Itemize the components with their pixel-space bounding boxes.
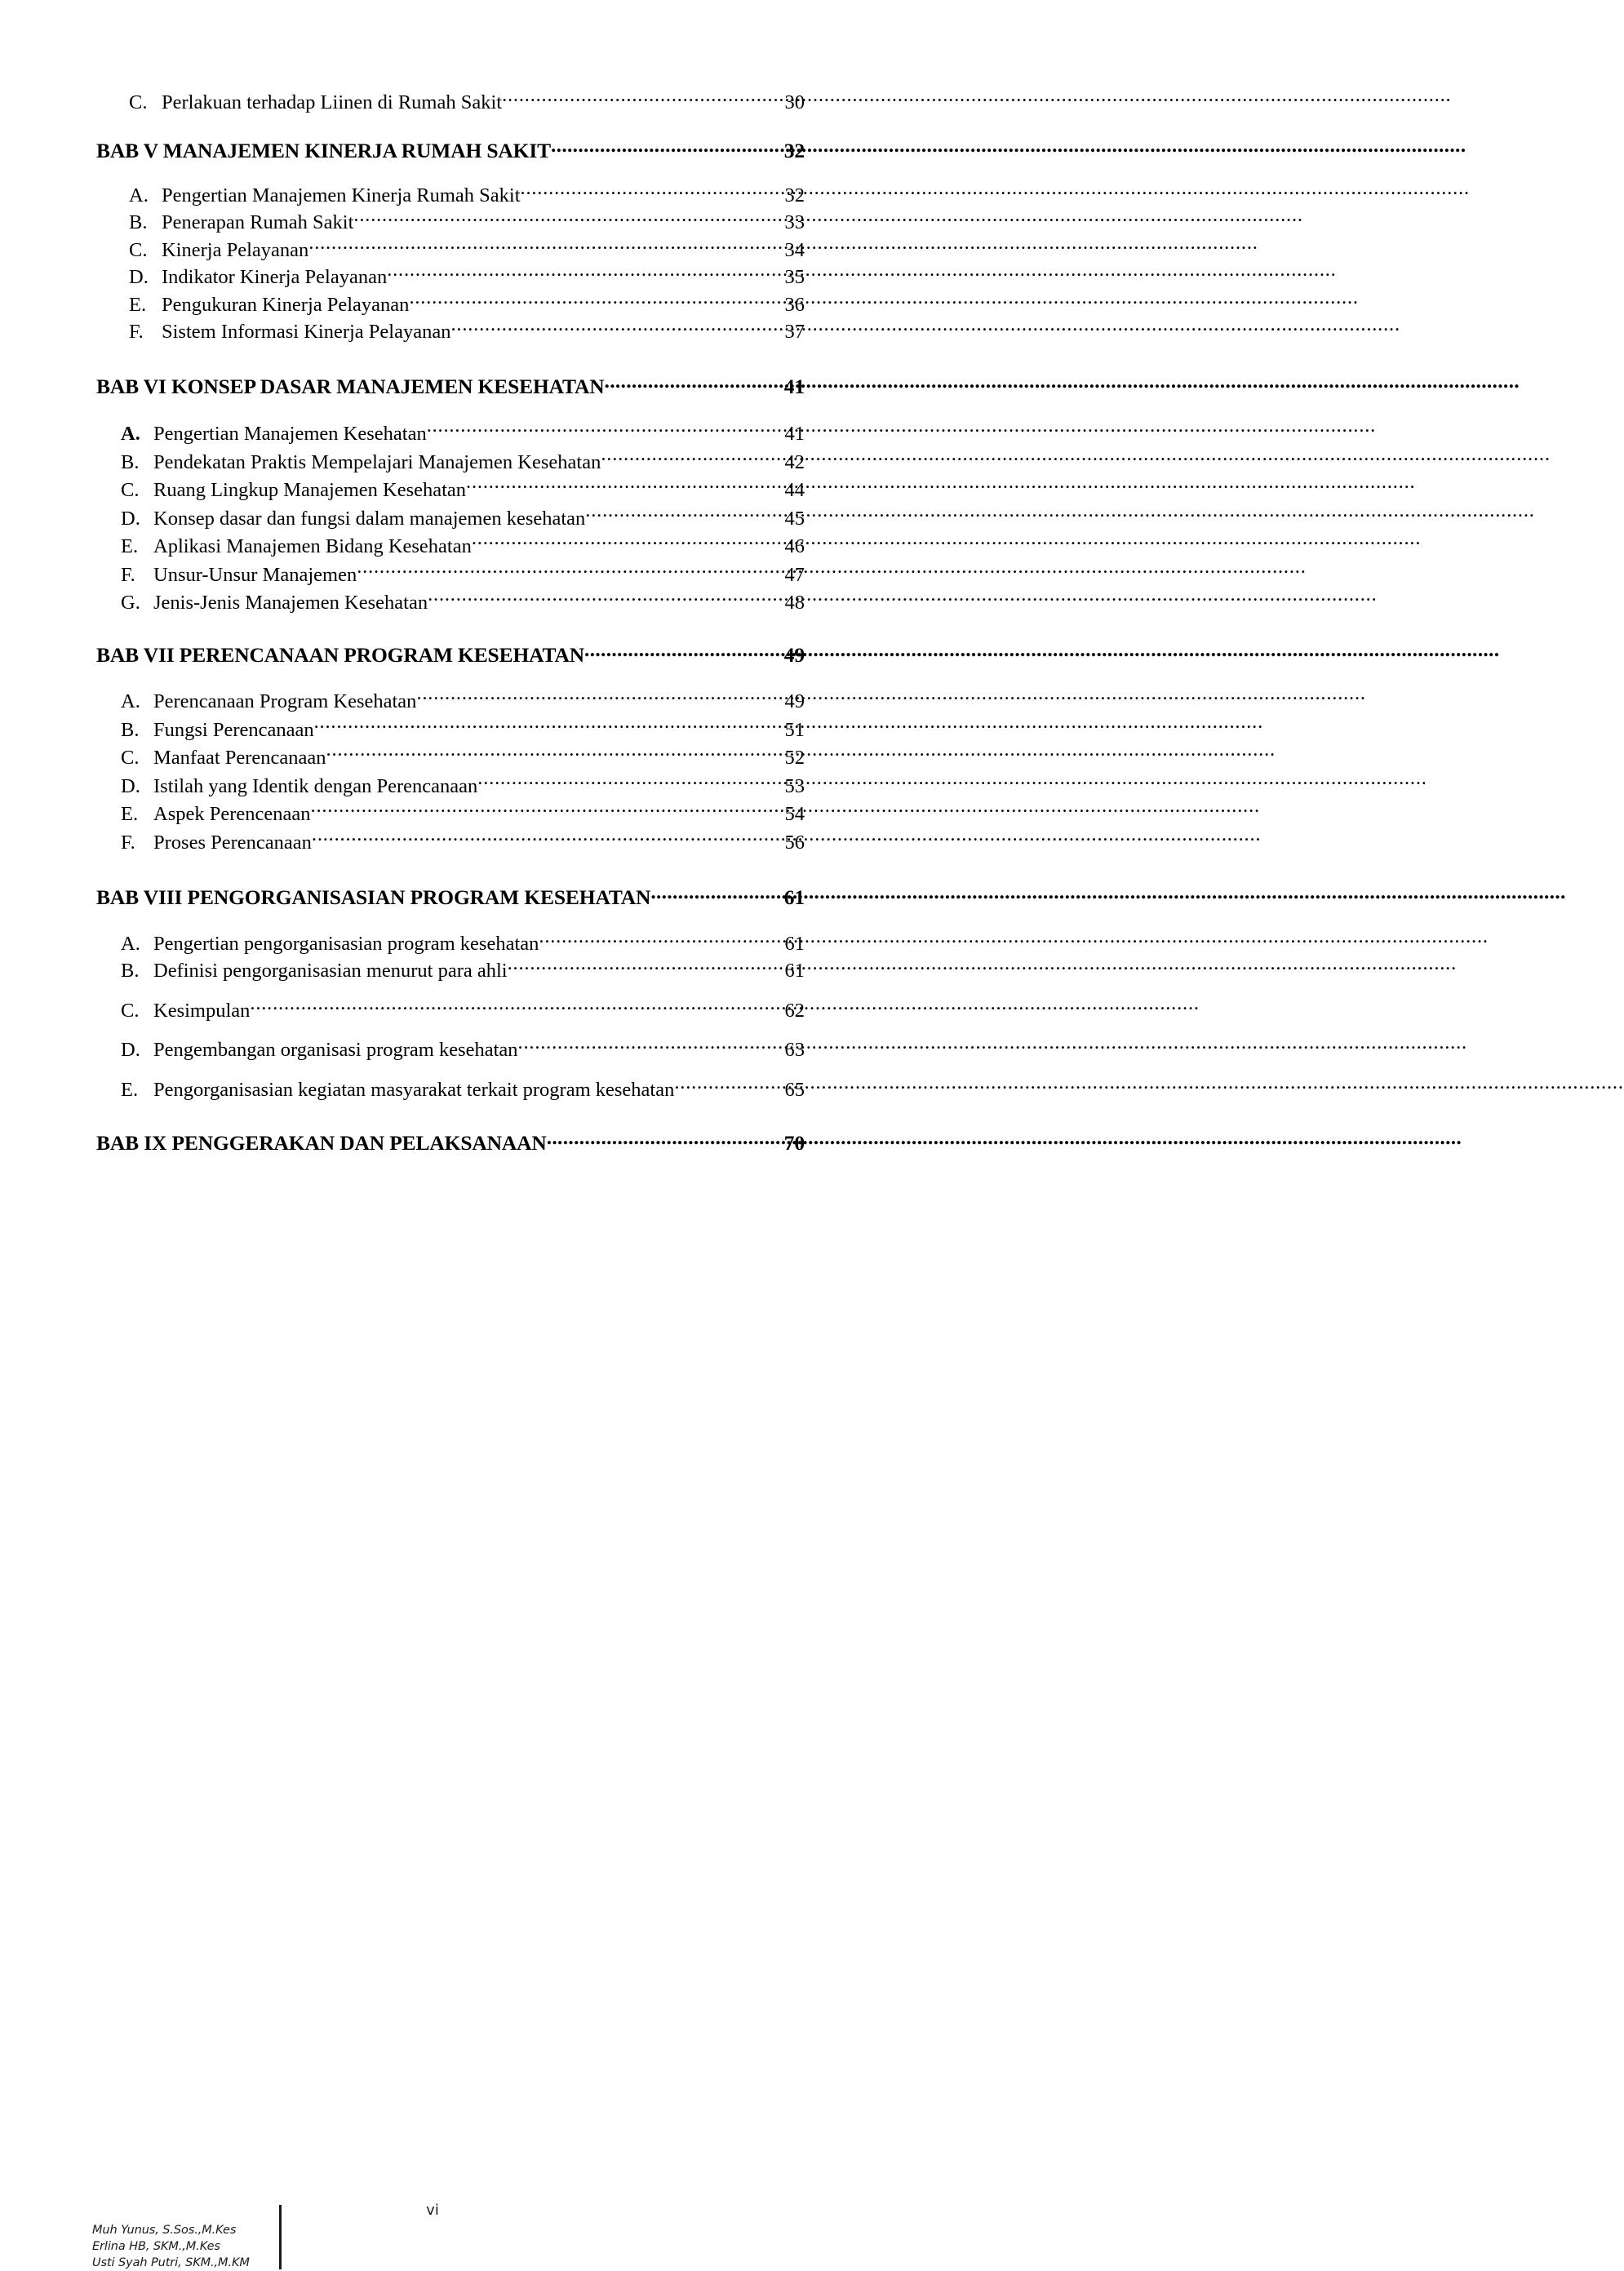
dot-leader [357, 561, 783, 581]
dot-leader [311, 801, 783, 821]
toc-item-text: Istilah yang Identik dengan Perencanaan [153, 774, 478, 797]
toc-item-text: Pengertian Manajemen Kesehatan [153, 423, 427, 445]
toc-chapter-title: BAB VIII PENGORGANISASIAN PROGRAM KESEHATAN [96, 885, 651, 909]
toc-item-letter: B. [129, 211, 148, 233]
dot-leader [450, 318, 783, 339]
dot-leader [466, 477, 783, 497]
toc-item-letter: A. [121, 932, 140, 955]
toc-item-letter: B. [121, 718, 140, 741]
toc-item-page: 63 [784, 1039, 805, 1061]
toc-chapter-page: 61 [783, 885, 805, 909]
toc-item [121, 957, 805, 985]
table-of-contents [96, 88, 805, 1155]
toc-item-text: Fungsi Perencanaan [153, 718, 314, 741]
toc-item-text: Aspek Perencenaan [153, 803, 311, 825]
toc-item-page: 32 [784, 184, 805, 206]
page-footer [0, 1093, 877, 2269]
dot-leader [518, 1036, 783, 1057]
footer-divider [279, 2205, 282, 2269]
toc-item-letter: C. [121, 999, 140, 1022]
toc-item-page: 41 [784, 423, 805, 445]
toc-orphan-group [96, 88, 805, 116]
toc-chapter-heading [96, 137, 805, 164]
toc-item-page: 33 [784, 211, 805, 233]
toc-item-text: Indikator Kinerja Pelayanan [162, 266, 388, 288]
toc-item-letter: A. [129, 184, 149, 206]
toc-item-text: Pengukuran Kinerja Pelayanan [162, 293, 410, 316]
toc-chapter-items [96, 420, 805, 618]
toc-item-page: 61 [784, 932, 805, 955]
toc-item-page: 61 [784, 960, 805, 982]
toc-item-page: 42 [784, 450, 805, 473]
toc-item-letter: E. [129, 293, 147, 316]
toc-item-page: 48 [784, 592, 805, 614]
toc-item-letter: B. [121, 450, 140, 473]
toc-item-page: 49 [784, 690, 805, 712]
toc-chapter-items [96, 929, 805, 1103]
toc-item-text: Jenis-Jenis Manajemen Kesehatan [153, 592, 428, 614]
toc-item-letter: G. [121, 592, 140, 614]
toc-item-text: Pengorganisasian kegiatan masyarakat terkait program kesehatan [153, 1078, 675, 1101]
toc-item-page: 54 [784, 803, 805, 825]
toc-chapter-title: BAB IX PENGGERAKAN DAN PELAKSANAAN [96, 1131, 547, 1155]
dot-leader [312, 828, 783, 849]
toc-item-text: Sistem Informasi Kinerja Pelayanan [162, 321, 451, 343]
toc-item-letter: B. [121, 960, 140, 982]
dot-leader [508, 957, 783, 978]
toc-item [121, 589, 805, 618]
toc-item [121, 828, 805, 857]
toc-item-page: 47 [784, 563, 805, 586]
toc-item-letter: E. [121, 535, 139, 557]
toc-chapter-title: BAB VI KONSEP DASAR MANAJEMEN KESEHATAN [96, 374, 605, 398]
toc-item-letter: C. [121, 747, 140, 769]
toc-item-letter: A. [121, 690, 140, 712]
toc-chapter-heading [96, 884, 805, 911]
toc-item-letter: D. [129, 266, 149, 288]
toc-item-text: Pengembangan organisasi program kesehatan [153, 1039, 518, 1061]
toc-item-letter: D. [121, 507, 140, 530]
dot-leader [353, 209, 783, 229]
dot-leader [409, 291, 783, 311]
dot-leader [601, 448, 783, 468]
toc-item-page: 44 [784, 479, 805, 501]
toc-item [129, 318, 805, 346]
dot-leader [428, 589, 783, 610]
toc-item-letter: F. [121, 563, 135, 586]
dot-leader [502, 88, 783, 109]
toc-item-page: 36 [784, 293, 805, 316]
toc-item-text: Perlakuan terhadap Liinen di Rumah Sakit [162, 91, 503, 113]
toc-item-letter: C. [129, 91, 148, 113]
toc-item-letter: D. [121, 1039, 140, 1061]
toc-item-text: Kesimpulan [153, 999, 251, 1022]
toc-chapter-items [96, 688, 805, 857]
toc-chapter-page: 41 [783, 374, 805, 398]
toc-item-text: Penerapan Rumah Sakit [162, 211, 354, 233]
toc-item-text: Definisi pengorganisasian menurut para ahli [153, 960, 508, 982]
toc-item-letter: F. [121, 831, 135, 854]
dot-leader [605, 372, 783, 393]
toc-chapter-heading [96, 372, 805, 399]
dot-leader [427, 420, 783, 441]
toc-item-text: Konsep dasar dan fungsi dalam manajemen kesehatan [153, 507, 586, 530]
toc-item-letter: C. [129, 238, 148, 261]
dot-leader [308, 236, 783, 256]
toc-chapter-heading [96, 641, 805, 668]
footer-author-line: Erlina HB, SKM.,M.Kes [92, 2240, 220, 2253]
dot-leader [584, 641, 783, 662]
toc-item-page: 37 [784, 321, 805, 343]
toc-chapter-items [96, 181, 805, 345]
toc-item [129, 88, 805, 116]
toc-item-text: Kinerja Pelayanan [162, 238, 309, 261]
toc-item-text: Perencanaan Program Kesehatan [153, 690, 417, 712]
toc-item-page: 51 [784, 718, 805, 741]
toc-item-page: 35 [784, 266, 805, 288]
toc-chapter-page: 70 [783, 1131, 805, 1155]
toc-chapter-page: 32 [783, 139, 805, 162]
footer-author-line: Muh Yunus, S.Sos.,M.Kes [92, 2224, 237, 2237]
toc-chapter-page: 49 [783, 642, 805, 667]
toc-item-letter: E. [121, 803, 139, 825]
toc-item-text: Ruang Lingkup Manajemen Kesehatan [153, 479, 467, 501]
footer-authors [92, 2222, 250, 2271]
toc-item-page: 56 [784, 831, 805, 854]
toc-item-text: Pengertian Manajemen Kinerja Rumah Sakit [162, 184, 521, 206]
dot-leader [551, 137, 783, 158]
footer-page-number: vi [426, 2202, 439, 2219]
toc-item-text: Manfaat Perencanaan [153, 747, 326, 769]
dot-leader [650, 884, 782, 905]
toc-item-page: 62 [784, 999, 805, 1022]
dot-leader [539, 929, 783, 950]
dot-leader [250, 996, 783, 1017]
toc-item [121, 996, 805, 1024]
footer-author-line: Usti Syah Putri, SKM.,M.KM [92, 2256, 250, 2269]
dot-leader [521, 181, 783, 202]
toc-item-letter: F. [129, 321, 144, 343]
dot-leader [674, 1076, 783, 1096]
dot-leader [326, 744, 783, 765]
dot-leader [585, 504, 783, 525]
toc-item-letter: E. [121, 1078, 139, 1101]
toc-item-letter: A. [121, 423, 140, 445]
dot-leader [314, 716, 783, 736]
toc-item-page: 30 [784, 91, 805, 113]
toc-chapter-title: BAB VII PERENCANAAN PROGRAM KESEHATAN [96, 642, 584, 667]
toc-item [121, 1036, 805, 1064]
toc-item-page: 45 [784, 507, 805, 530]
toc-item-page: 53 [784, 774, 805, 797]
toc-item-letter: C. [121, 479, 140, 501]
dot-leader [472, 533, 783, 553]
toc-item-page: 52 [784, 747, 805, 769]
toc-item-page: 34 [784, 238, 805, 261]
toc-item-text: Proses Perencanaan [153, 831, 312, 854]
toc-chapter-title: BAB V MANAJEMEN KINERJA RUMAH SAKIT [96, 139, 551, 162]
toc-item-text: Aplikasi Manajemen Bidang Kesehatan [153, 535, 472, 557]
toc-item-letter: D. [121, 774, 140, 797]
toc-item-page: 65 [784, 1078, 805, 1101]
dot-leader [416, 688, 783, 708]
dot-leader [477, 772, 783, 792]
toc-item-text: Pendekatan Praktis Mempelajari Manajemen Kesehatan [153, 450, 601, 473]
toc-item-text: Unsur-Unsur Manajemen [153, 563, 357, 586]
toc-item-page: 46 [784, 535, 805, 557]
toc-item-text: Pengertian pengorganisasian program kesehatan [153, 932, 539, 955]
dot-leader [387, 264, 783, 284]
